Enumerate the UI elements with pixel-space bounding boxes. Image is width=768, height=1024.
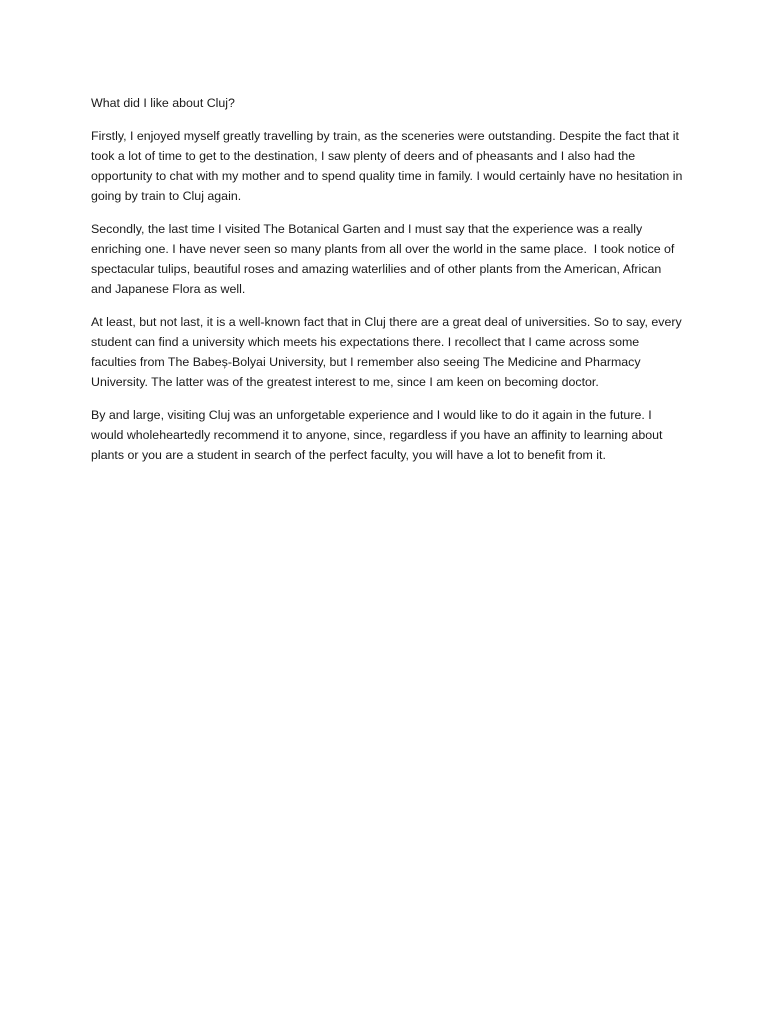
paragraph-universities: At least, but not last, it is a well-known fact that in Cluj there are a great deal of universities. So to say, every student can find a university which meets his expectations there. I recollect that I came across some faculties from The Babeș-Bolyai University, but I remember also seeing The Medicine and Pharmacy University. The latter was of the greatest interest to me, since I am keen on becoming doctor. — [91, 315, 686, 389]
document-body — [91, 93, 685, 478]
paragraph-travel-by-train: Firstly, I enjoyed myself greatly travelling by train, as the sceneries were outstanding. Despite the fact that it took a lot of time to get to the destination, I saw plenty of deers and of pheasants and I also had the opportunity to chat with my mother and to spend quality time in family. I would certainly have no hesitation in going by train to Cluj again. — [91, 129, 686, 203]
document-title: What did I like about Cluj? — [91, 96, 235, 110]
paragraph-botanical-garden: Secondly, the last time I visited The Botanical Garten and I must say that the experience was a really enriching one. I have never seen so many plants from all over the world in the same place. I took notice of spectacular tulips, beautiful roses and amazing waterlilies and of other plants from the American, African and Japanese Flora as well. — [91, 222, 678, 296]
paragraph-conclusion: By and large, visiting Cluj was an unforgetable experience and I would like to do it again in the future. I would wholeheartedly recommend it to anyone, since, regardless if you have an affinity to learning about plants or you are a student in search of the perfect faculty, you will have a lot to benefit from it. — [91, 408, 666, 462]
